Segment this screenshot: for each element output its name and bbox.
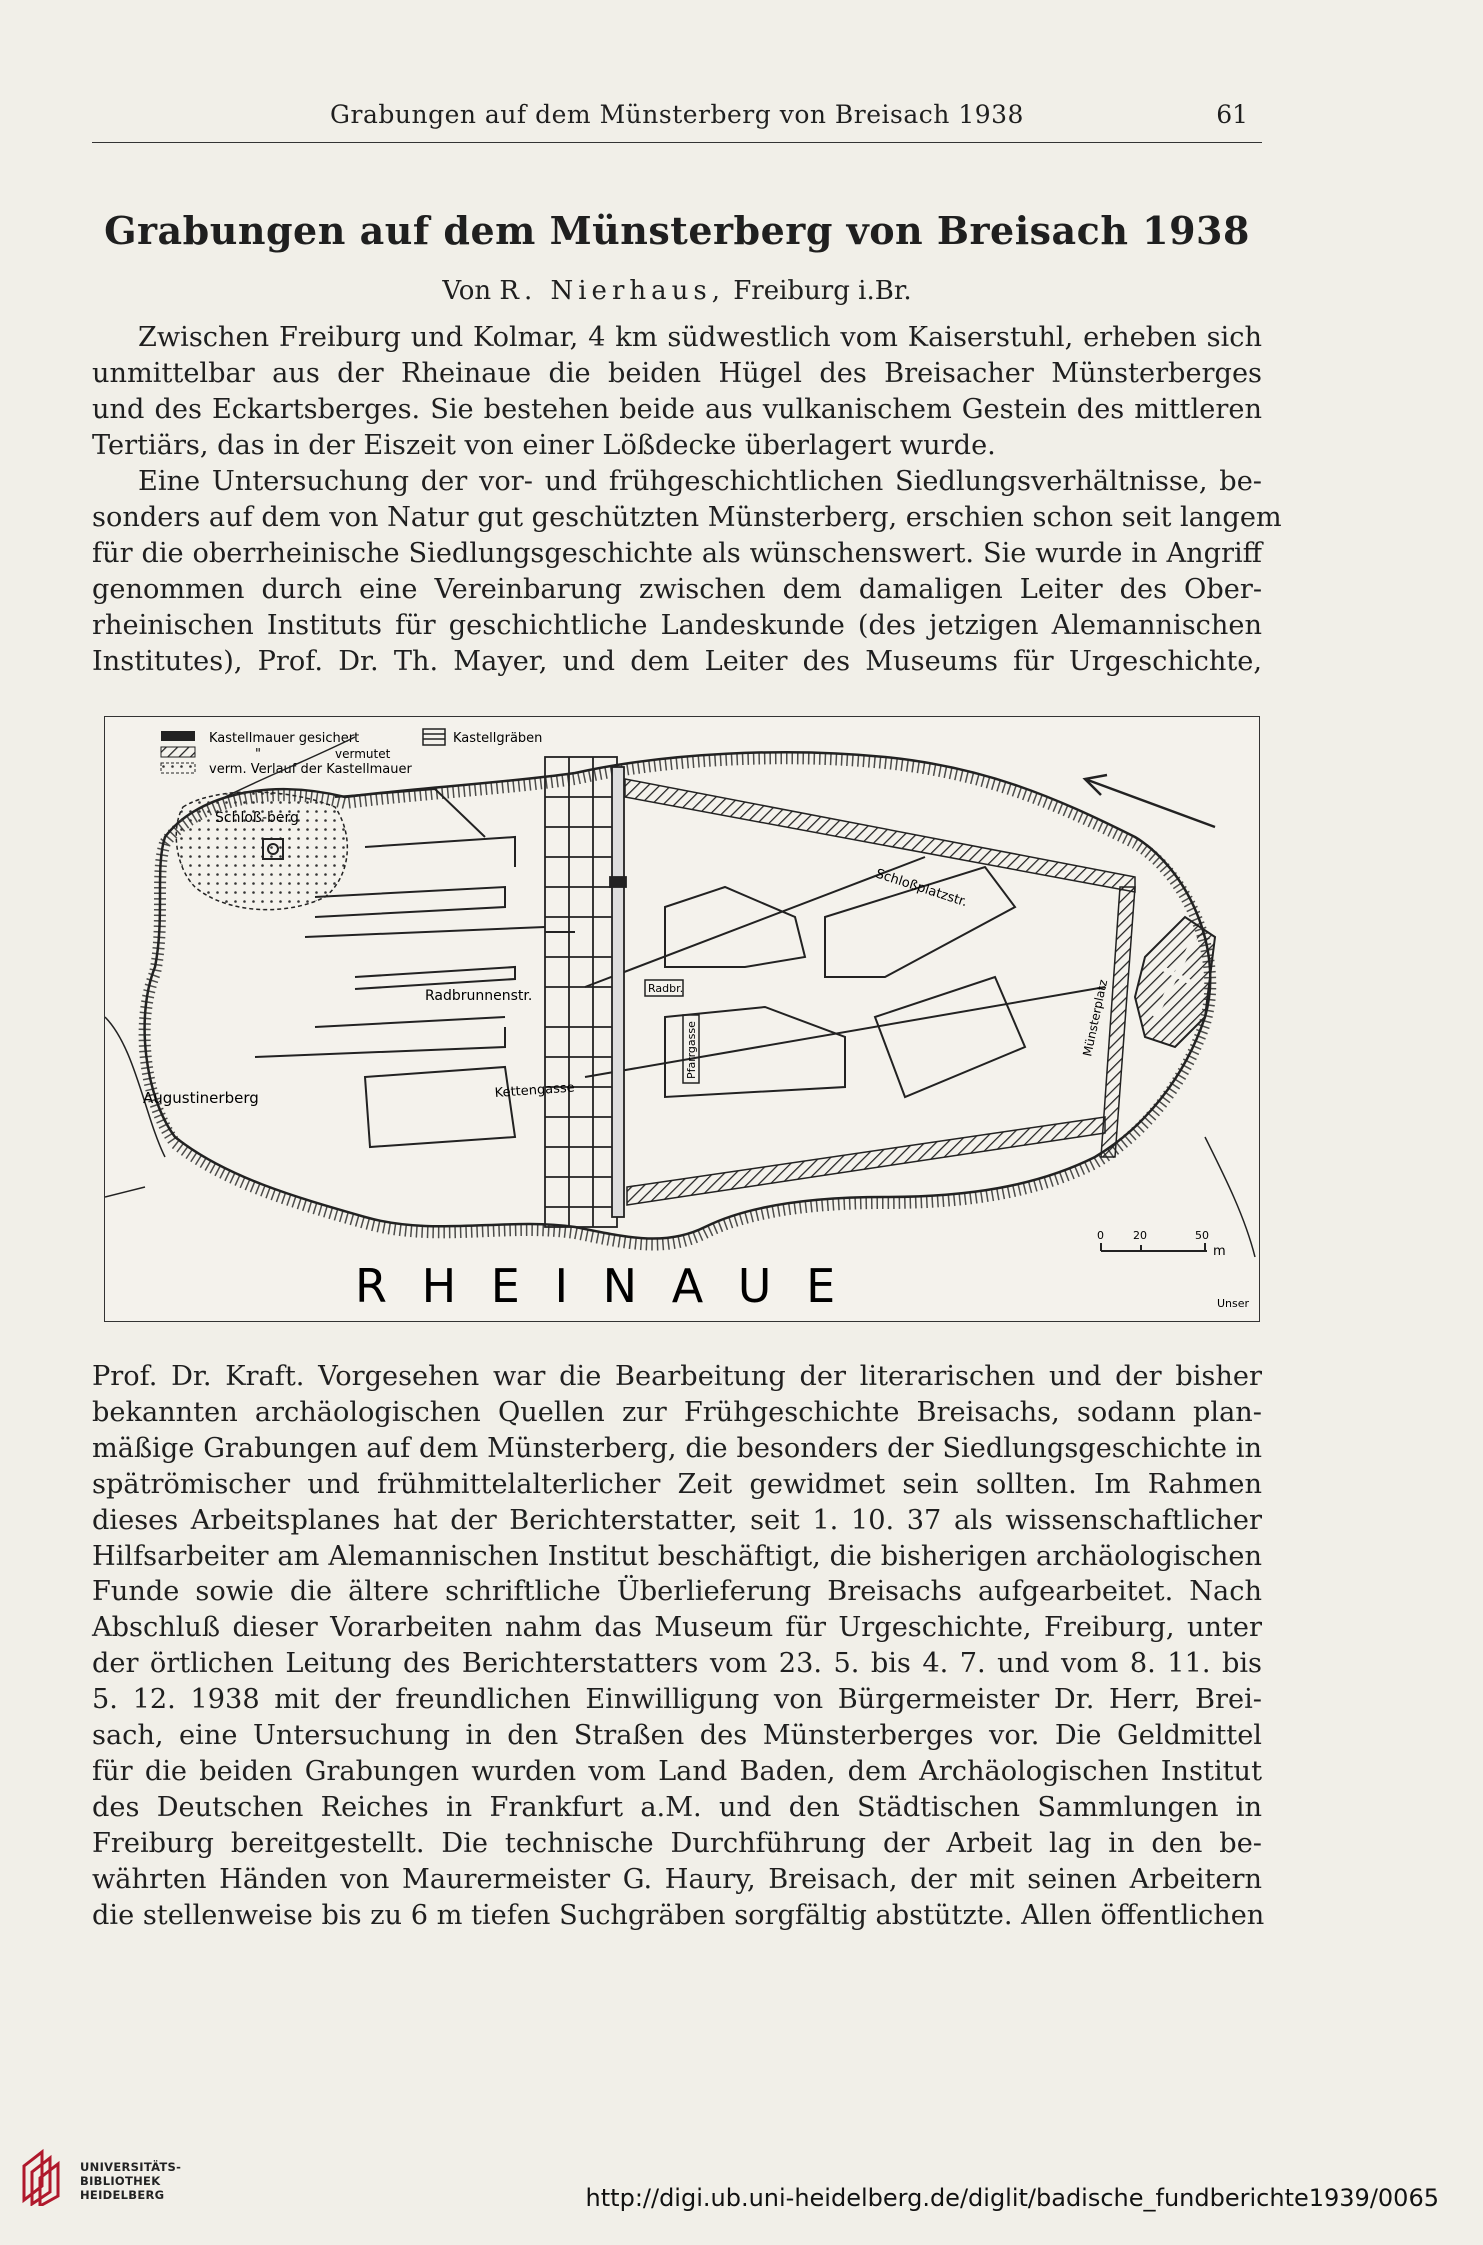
text-line: des Deutschen Reiches in Frankfurt a.M. und den Städtischen Sammlungen in [92,1791,1262,1823]
byline-place: Freiburg i.Br. [733,276,912,306]
street-blocks [255,789,1105,1147]
text-line: Zwischen Freiburg und Kolmar, 4 km südwestlich vom Kaiserstuhl, erheben sich [138,322,1262,353]
legend-wall-presumed: vermutet [335,747,391,761]
byline-prefix: Von [442,276,492,306]
text-line: Hilfsarbeiter am Alemannischen Institut beschäftigt, die bisherigen archäologischen [92,1540,1262,1572]
library-logo-icon [18,2148,74,2206]
label-schlossberg: Schloß-berg [215,810,299,826]
legend-ditches: Kastellgräben [453,731,543,746]
scale-unit: m [1213,1244,1226,1259]
scale-label-0: 0 [1097,1229,1104,1242]
running-head-title: Grabungen auf dem Münsterberg von Breisach 1938 [330,100,1024,129]
text-line: genommen durch eine Vereinbarung zwischen dem damaligen Leiter des Ober- [92,573,1262,605]
map-labels [143,867,1250,1313]
text-line: bekannten archäologischen Quellen zur Frühgeschichte Breisachs, sodann plan- [92,1396,1262,1428]
text-line: unmittelbar aus der Rheinaue die beiden Hügel des Breisacher Münsterberges [92,357,1262,389]
north-arrow-icon [1085,775,1215,827]
label-muensterplatz: Münsterplatz [1080,978,1111,1058]
scale-label-50: 50 [1195,1229,1209,1242]
text-line: der örtlichen Leitung des Berichterstatters vom 23. 5. bis 4. 7. und vom 8. 11. bis [92,1648,1262,1680]
map-figure [105,717,1259,1321]
text-line: währten Händen von Maurermeister G. Haury, Breisach, der mit seinen Arbeitern [92,1863,1262,1895]
text-line: Abschluß dieser Vorarbeiten nahm das Museum für Urgeschichte, Freiburg, unter [92,1612,1262,1644]
text-line: sonders auf dem von Natur gut geschützten Münsterberg, erschien schon seit langem [92,501,1282,533]
text-line: die stellenweise bis zu 6 m tiefen Suchgräben sorgfältig abstützte. Allen öffentlichen [92,1899,1265,1931]
text-line: dieses Arbeitsplanes hat der Berichterstatter, seit 1. 10. 37 als wissenschaftlicher [92,1504,1262,1536]
label-schlossplatzstr: Schloßplatzstr. [873,866,970,911]
muenster-church [1135,917,1215,1047]
map-legend [161,729,542,777]
source-url[interactable]: http://digi.ub.uni-heidelberg.de/diglit/badische_fundberichte1939/0065 [585,2184,1439,2212]
paragraph-2 [92,464,1282,679]
paragraph-1 [92,320,1262,464]
label-radbrunnenstr: Radbrunnenstr. [425,988,533,1004]
text-line: für die oberrheinische Siedlungsgeschichte als wünschenswert. Sie wurde in Angriff [92,537,1262,569]
legend-ditto: " [255,747,261,762]
label-kettengasse: Kettengasse [494,1080,576,1101]
castle-wall-course [625,779,1135,1205]
text-line: und des Eckartsberges. Sie bestehen beide aus vulkanischem Gestein des mittleren [92,393,1262,425]
article-title: Grabungen auf dem Münsterberg von Breisach 1938 [104,208,1250,253]
paragraph-3 [92,1359,1265,1934]
library-logo[interactable] [18,2148,218,2218]
map-signature: Unser [1217,1297,1250,1310]
text-line: Prof. Dr. Kraft. Vorgesehen war die Bearbeitung der literarischen und der bisher [92,1361,1262,1392]
text-line: für die beiden Grabungen wurden vom Land Baden, dem Archäologischen Institut [92,1755,1262,1787]
text-line: rheinischen Instituts für geschichtliche Landeskunde (des jetzigen Alemannischen [92,609,1262,641]
text-line: Eine Untersuchung der vor- und frühgeschichtlichen Siedlungsverhältnisse, be- [138,466,1262,497]
running-head [92,98,1262,143]
library-name: UNIVERSITÄTS- BIBLIOTHEK HEIDELBERG [80,2160,182,2202]
text-line: 5. 12. 1938 mit der freundlichen Einwilligung von Bürgermeister Dr. Herr, Brei- [92,1684,1262,1716]
excavation-trench [545,757,626,1227]
byline [92,276,1262,306]
text-line: mäßige Grabungen auf dem Münsterberg, die besonders der Siedlungsgeschichte in [92,1432,1262,1464]
schlossberg [176,792,347,910]
label-radbr: Radbr. [648,982,684,995]
scale-label-20: 20 [1133,1229,1147,1242]
byline-author: R. Nierhaus, [499,276,725,306]
scale-bar [1097,1229,1226,1259]
text-line: spätrömischer und frühmittelalterlicher Zeit gewidmet sein sollten. Im Rahmen [92,1468,1262,1500]
text-line: Freiburg bereitgestellt. Die technische Durchführung der Arbeit lag in den be- [92,1827,1262,1859]
text-line: sach, eine Untersuchung in den Straßen des Münsterberges vor. Die Geldmittel [92,1720,1262,1752]
label-pfarrgasse: Pfarrgasse [685,1021,698,1079]
text-line: Funde sowie die ältere schriftliche Überlieferung Breisachs aufgearbeitet. Nach [92,1576,1262,1608]
text-line: Institutes), Prof. Dr. Th. Mayer, und dem Leiter des Museums für Urgeschichte, [92,645,1262,677]
text-line: Tertiärs, das in der Eiszeit von einer Lößdecke überlagert wurde. [92,429,996,461]
breisach-map [104,716,1260,1322]
page-number: 61 [1216,100,1248,129]
label-augustinerberg: Augustinerberg [143,1089,259,1107]
legend-wall-course: verm. Verlauf der Kastellmauer [209,762,412,777]
label-rheinaue: R H E I N A U E [355,1259,846,1313]
legend-wall-secured: Kastellmauer gesichert [209,731,360,746]
